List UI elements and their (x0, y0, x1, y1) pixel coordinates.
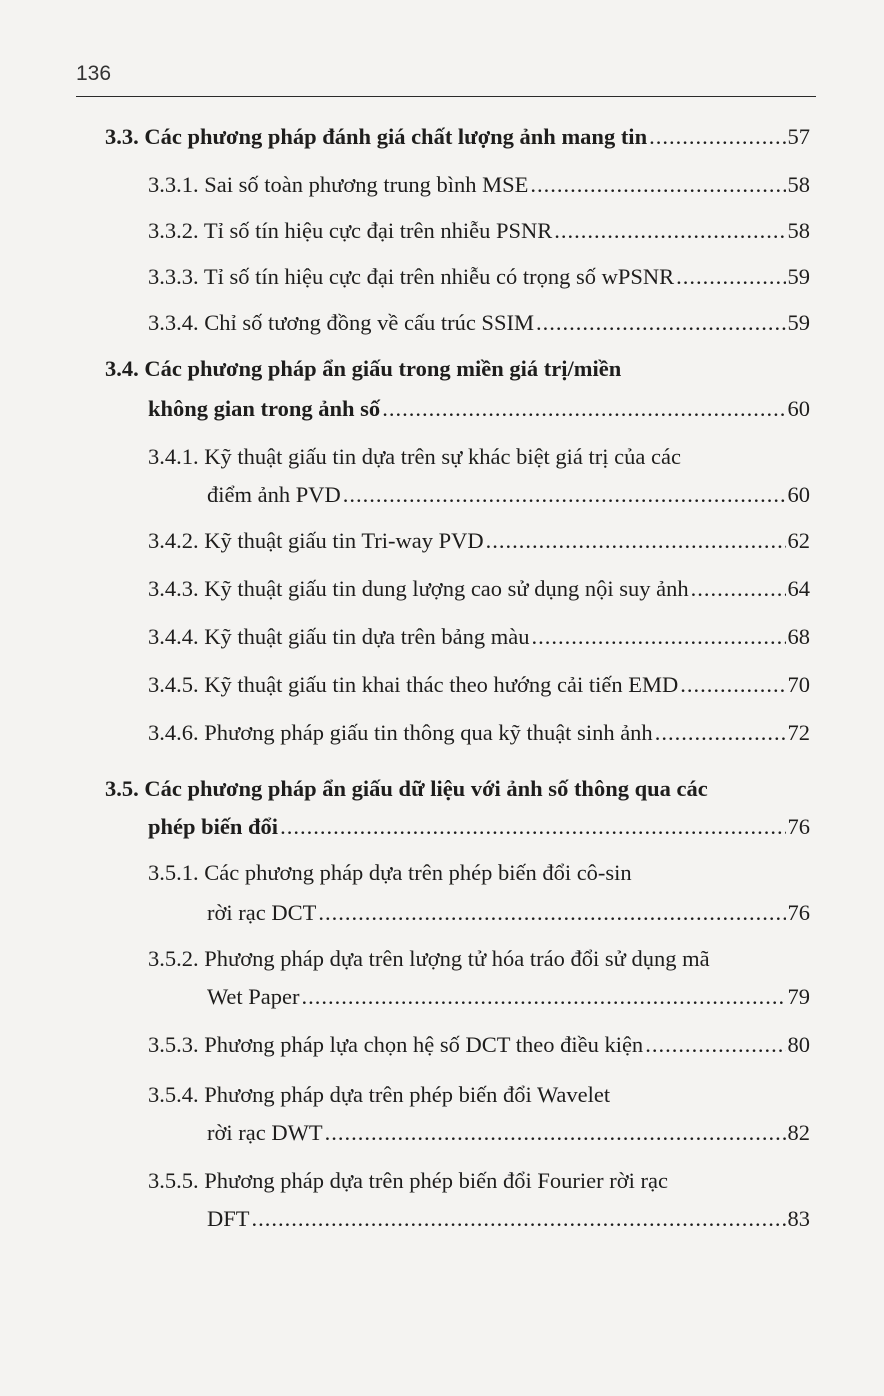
page-number: 136 (76, 62, 112, 85)
toc-entry-3-4-2 (148, 526, 810, 556)
leader-dots (382, 394, 785, 424)
toc-entry-3-4-6 (148, 718, 810, 748)
toc-entry-title: 3.4.5. Kỹ thuật giấu tin khai thác theo hướng cải tiến EMD (148, 672, 679, 697)
leader-dots (486, 526, 786, 556)
toc-entry-3-4-1 (207, 480, 810, 510)
toc-entry-3-5-5 (207, 1204, 810, 1234)
toc-entry-3-3-4 (148, 308, 810, 338)
leader-dots (532, 622, 786, 652)
leader-dots (343, 480, 786, 510)
toc-entry-title: phép biến đổi (148, 814, 279, 839)
leader-dots (680, 670, 785, 700)
toc-entry-title: rời rạc DCT (207, 900, 317, 925)
toc-entry-title: không gian trong ảnh số (148, 396, 381, 421)
toc-entry-page: 68 (787, 624, 810, 649)
toc-entry-page: 79 (787, 984, 810, 1009)
toc-entry-3-4-4 (148, 622, 810, 652)
toc-entry-title: 3.3.3. Tỉ số tín hiệu cực đại trên nhiễu có trọng số wPSNR (148, 264, 675, 289)
toc-entry-page: 59 (787, 264, 810, 289)
toc-entry-title: 3.4.3. Kỹ thuật giấu tin dung lượng cao sử dụng nội suy ảnh (148, 576, 689, 601)
toc-entry-3-5-4-line1: 3.5.4. Phương pháp dựa trên phép biến đổi Wavelet (148, 1082, 611, 1107)
toc-entry-page: 80 (787, 1032, 810, 1057)
toc-entry-page: 83 (787, 1206, 810, 1231)
leader-dots (676, 262, 785, 292)
toc-entry-title: 3.3.1. Sai số toàn phương trung bình MSE (148, 172, 529, 197)
toc-entry-3-3 (105, 122, 810, 152)
leader-dots (252, 1204, 786, 1234)
toc-entry-title: 3.3.2. Tỉ số tín hiệu cực đại trên nhiễu PSNR (148, 218, 553, 243)
toc-entry-title: 3.5.3. Phương pháp lựa chọn hệ số DCT theo điều kiện (148, 1032, 644, 1057)
leader-dots (325, 1118, 786, 1148)
toc-entry-3-3-3 (148, 262, 810, 292)
leader-dots (554, 216, 785, 246)
leader-dots (302, 982, 786, 1012)
toc-entry-title: Wet Paper (207, 984, 300, 1009)
toc-entry-3-5 (148, 812, 810, 842)
toc-entry-page: 76 (787, 814, 810, 839)
toc-entry-page: 58 (787, 218, 810, 243)
toc-entry-title: 3.4.6. Phương pháp giấu tin thông qua kỹ thuật sinh ảnh (148, 720, 653, 745)
toc-entry-title: 3.3.4. Chỉ số tương đồng về cấu trúc SSIM (148, 310, 534, 335)
toc-entry-page: 58 (787, 172, 810, 197)
toc-entry-page: 72 (787, 720, 810, 745)
toc-entry-title: điểm ảnh PVD (207, 482, 341, 507)
leader-dots (536, 308, 786, 338)
toc-entry-3-5-3 (148, 1030, 810, 1060)
toc-entry-title: DFT (207, 1206, 250, 1231)
toc-entry-page: 64 (787, 576, 810, 601)
toc-entry-3-5-line1: 3.5. Các phương pháp ẩn giấu dữ liệu với ảnh số thông qua các (105, 776, 708, 801)
toc-entry-3-3-2 (148, 216, 810, 246)
toc-entry-3-5-5-line1: 3.5.5. Phương pháp dựa trên phép biến đổi Fourier rời rạc (148, 1168, 668, 1193)
leader-dots (649, 122, 785, 152)
toc-entry-3-5-2-line1: 3.5.2. Phương pháp dựa trên lượng tử hóa tráo đổi sử dụng mã (148, 946, 710, 971)
leader-dots (645, 1030, 785, 1060)
toc-entry-page: 57 (787, 124, 810, 149)
leader-dots (280, 812, 785, 842)
toc-entry-page: 82 (787, 1120, 810, 1145)
toc-entry-title: rời rạc DWT (207, 1120, 323, 1145)
toc-entry-page: 60 (787, 396, 810, 421)
toc-entry-3-5-1 (207, 898, 810, 928)
toc-entry-3-4-line1: 3.4. Các phương pháp ẩn giấu trong miền giá trị/miền (105, 356, 622, 381)
toc-entry-3-4-3 (148, 574, 810, 604)
toc-entry-3-4 (148, 394, 810, 424)
toc-entry-page: 76 (787, 900, 810, 925)
leader-dots (530, 170, 785, 200)
leader-dots (691, 574, 786, 604)
toc-entry-title: 3.4.4. Kỹ thuật giấu tin dựa trên bảng màu (148, 624, 530, 649)
toc-entry-3-5-4 (207, 1118, 810, 1148)
toc-entry-page: 59 (787, 310, 810, 335)
toc-entry-page: 70 (787, 672, 810, 697)
toc-entry-title: 3.3. Các phương pháp đánh giá chất lượng ảnh mang tin (105, 124, 648, 149)
toc-entry-3-5-1-line1: 3.5.1. Các phương pháp dựa trên phép biến đổi cô-sin (148, 860, 632, 885)
leader-dots (318, 898, 785, 928)
leader-dots (655, 718, 786, 748)
toc-entry-title: 3.4.2. Kỹ thuật giấu tin Tri-way PVD (148, 528, 484, 553)
toc-entry-3-5-2 (207, 982, 810, 1012)
toc-entry-page: 60 (787, 482, 810, 507)
toc-entry-3-4-1-line1: 3.4.1. Kỹ thuật giấu tin dựa trên sự khác biệt giá trị của các (148, 444, 681, 469)
toc-entry-page: 62 (787, 528, 810, 553)
toc-entry-3-3-1 (148, 170, 810, 200)
toc-entry-3-4-5 (148, 670, 810, 700)
